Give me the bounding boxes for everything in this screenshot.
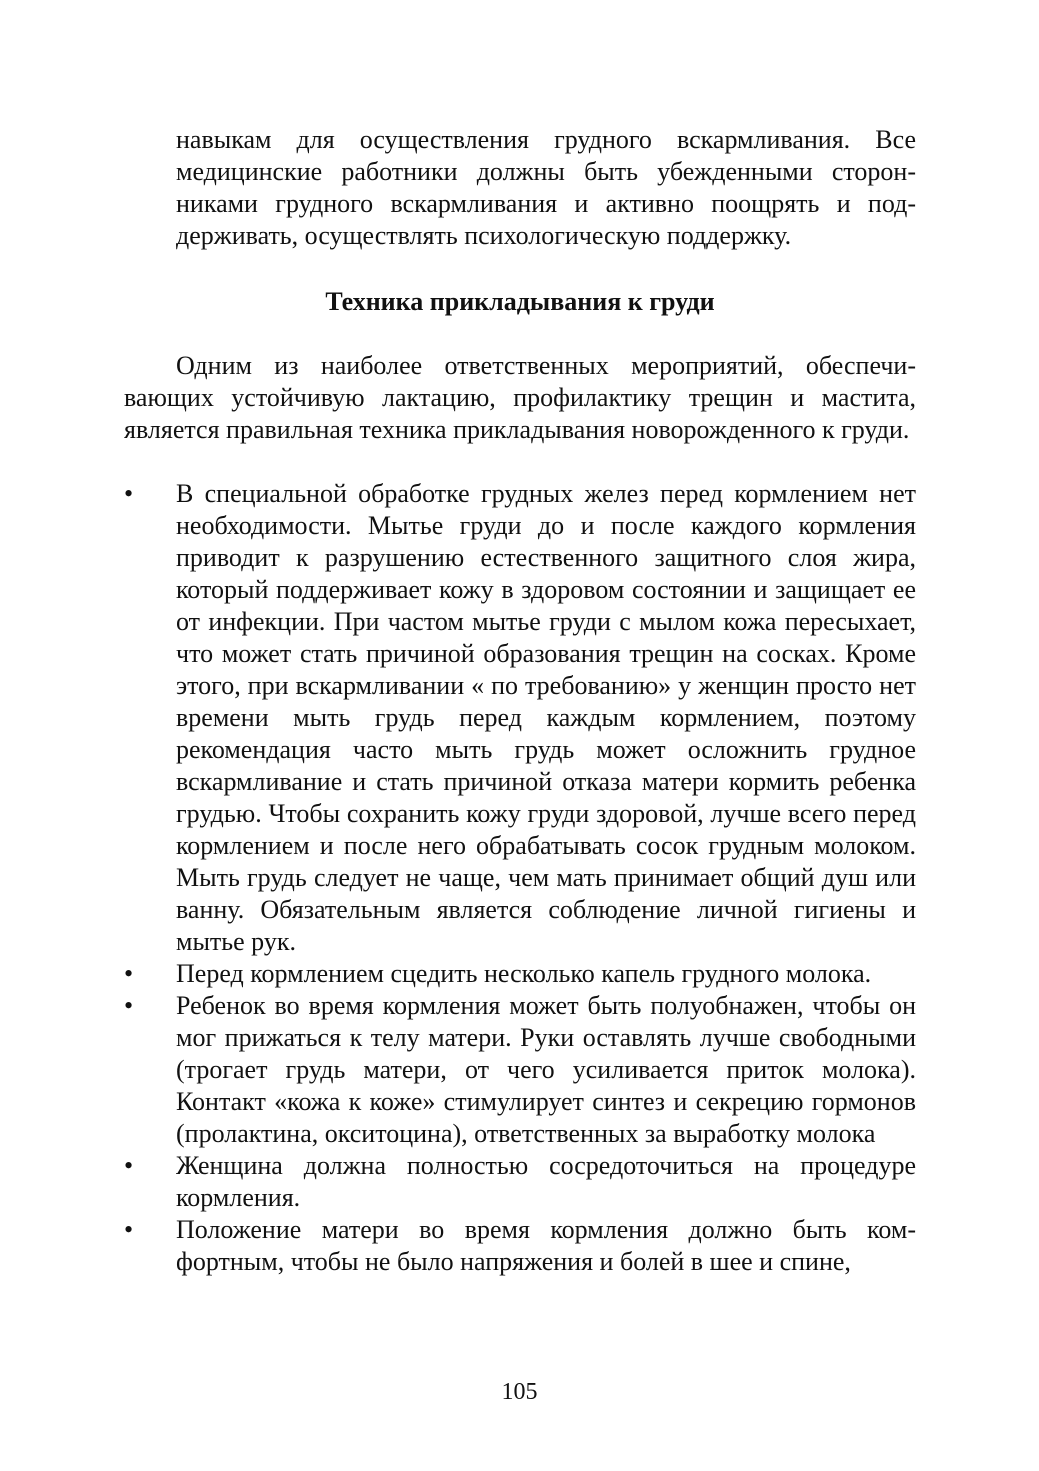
section-heading: Техника прикладывания к груди xyxy=(325,287,715,316)
list-item xyxy=(124,958,916,990)
list-item-text: Положение матери во время кормления должно быть комфортным, чтобы не было напряжения и болей в шее и спине, xyxy=(176,1215,916,1276)
page-number: 105 xyxy=(501,1379,538,1405)
list-item-text: В специальной обработке грудных желез перед кормлением нет необходимости. Мытье груди до и после каждого кормления приводит к разрушению естественного защитного слоя жира, который поддерживает кожу в здоровом состоянии и защищает ее от инфекции. При частом мытье груди с мылом кожа пересыхает, что может стать причиной образования трещин на сосках. Кроме этого, при вскармливании « по требованию» у женщин просто нет времени мыть грудь перед каждым кормлением, поэтому рекомендация часто мыть грудь может осложнить грудное вскармливание и стать причиной отказа матери кормить ребенка грудью. Чтобы сохранить кожу груди здоровой, лучше всего перед кормлением и после него обрабатывать сосок грудным молоком. Мыть грудь следует не чаще, чем мать принимает общий душ или ванну. Обязательным является соблюдение личной гигиены и мытье рук. xyxy=(176,479,916,956)
bullet-dot: • xyxy=(124,1215,134,1244)
list-item xyxy=(124,1150,916,1214)
list-item xyxy=(124,990,916,1150)
paragraph-continued: навыкам для осуществления грудного вскармливания. Все медицинские работники должны быть убежденными сторонниками грудного вскармливания и активно поощрять и поддерживать, осуществлять психологическую поддержку. xyxy=(176,125,916,250)
bullet-dot: • xyxy=(124,959,134,988)
bullet-list xyxy=(124,478,916,1278)
bullet-dot: • xyxy=(124,1151,134,1180)
list-item-text: Женщина должна полностью сосредоточиться на процедуре кормления. xyxy=(176,1151,916,1212)
list-item-text: Ребенок во время кормления может быть полуобнажен, чтобы он мог прижаться к телу матери. Руки оставлять лучше свободными (трогает грудь матери, от чего усиливается приток молока). Контакт «кожа к коже» стимулирует синтез и секрецию гормонов (пролактина, окситоцина), ответственных за выработку молока xyxy=(176,991,916,1148)
list-item xyxy=(124,478,916,958)
bullet-dot: • xyxy=(124,479,134,508)
paragraph-intro: Одним из наиболее ответственных мероприятий, обеспечивающих устойчивую лактацию, профилактику трещин и мастита, является правильная техника прикладывания новорожденного к груди. xyxy=(124,351,916,444)
bullet-dot: • xyxy=(124,991,134,1020)
list-item xyxy=(124,1214,916,1278)
list-item-text: Перед кормлением сцедить несколько капель грудного молока. xyxy=(176,959,872,988)
